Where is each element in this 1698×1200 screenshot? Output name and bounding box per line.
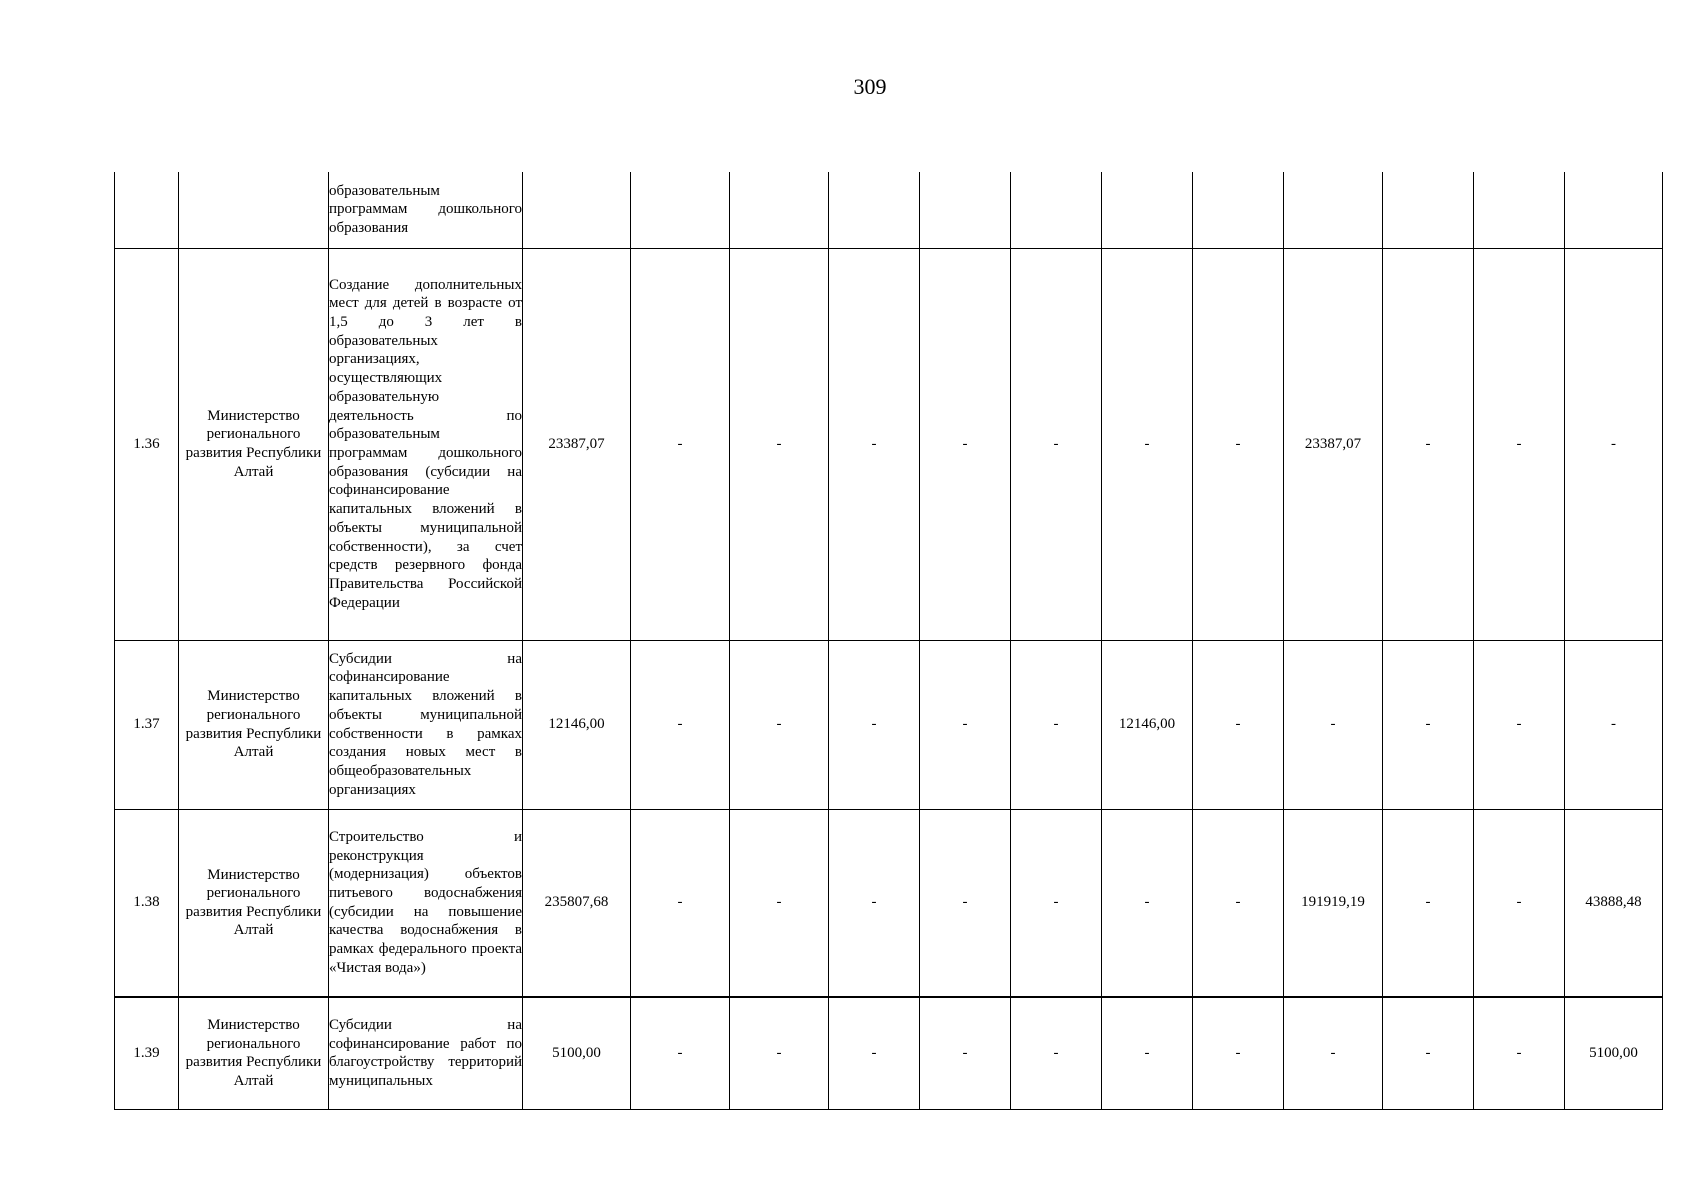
table-row-1-36 — [115, 248, 1663, 640]
value-cell: - — [730, 809, 829, 997]
value-cell: - — [631, 809, 730, 997]
description-text: Субсидии на софинансирование капитальных вложений в объекты муниципальной собственности в рамках создания новых мест в общеобразовательных организациях — [329, 650, 522, 798]
value-cell: 5100,00 — [1565, 997, 1663, 1109]
value-cell: - — [920, 640, 1011, 809]
value-cell — [920, 172, 1011, 248]
value-cell — [1474, 172, 1565, 248]
description-text: Создание дополнительных мест для детей в возрасте от 1,5 до 3 лет в образовательных организациях, осуществляющих образовательную деятельность по образовательным программам дошкольного образования (субсидии на софинансирование капитальных вложений в объекты муниципальной собственности), за счет средств резервного фонда Правительства Российской Федерации — [329, 276, 522, 611]
description-text: образовательным программам дошкольного образования — [329, 182, 522, 237]
value-cell: - — [1565, 248, 1663, 640]
organization-cell: Министерство регионального развития Республики Алтай — [179, 248, 329, 640]
value-cell: - — [631, 640, 730, 809]
row-number-cell — [115, 172, 179, 248]
value-cell: - — [920, 248, 1011, 640]
value-cell: - — [1383, 640, 1474, 809]
value-cell-total: 12146,00 — [523, 640, 631, 809]
value-cell — [829, 172, 920, 248]
value-cell: - — [1284, 640, 1383, 809]
value-cell: - — [1383, 248, 1474, 640]
description-text: Строительство и реконструкция (модернизация) объектов питьевого водоснабжения (субсидии на повышение качества водоснабжения в рамках федерального проекта «Чистая вода») — [329, 828, 522, 976]
value-cell: - — [730, 640, 829, 809]
table-body — [115, 172, 1663, 1109]
value-cell: - — [829, 248, 920, 640]
description-cell — [329, 809, 523, 997]
value-cell: - — [1284, 997, 1383, 1109]
value-cell: - — [1474, 809, 1565, 997]
value-cell: - — [1011, 997, 1102, 1109]
value-cell: - — [730, 248, 829, 640]
value-cell — [1011, 172, 1102, 248]
organization-cell — [179, 172, 329, 248]
row-number-cell: 1.37 — [115, 640, 179, 809]
budget-table — [114, 172, 1663, 1110]
value-cell: - — [1102, 809, 1193, 997]
value-cell: - — [1474, 997, 1565, 1109]
value-cell-total: 5100,00 — [523, 997, 631, 1109]
value-cell — [730, 172, 829, 248]
value-cell — [1102, 172, 1193, 248]
description-cell — [329, 172, 523, 248]
table-row-continuation — [115, 172, 1663, 248]
value-cell — [1284, 172, 1383, 248]
organization-cell: Министерство регионального развития Республики Алтай — [179, 997, 329, 1109]
value-cell: - — [1193, 248, 1284, 640]
value-cell: - — [829, 640, 920, 809]
row-number-cell: 1.39 — [115, 997, 179, 1109]
value-cell — [1565, 172, 1663, 248]
value-cell: 43888,48 — [1565, 809, 1663, 997]
value-cell: - — [1011, 809, 1102, 997]
value-cell — [1383, 172, 1474, 248]
description-cell — [329, 248, 523, 640]
row-number-cell: 1.36 — [115, 248, 179, 640]
value-cell: - — [1102, 248, 1193, 640]
value-cell: - — [1565, 640, 1663, 809]
value-cell: - — [829, 997, 920, 1109]
description-cell — [329, 640, 523, 809]
value-cell: - — [1474, 248, 1565, 640]
value-cell: - — [1011, 248, 1102, 640]
value-cell: - — [1383, 809, 1474, 997]
value-cell: - — [1102, 997, 1193, 1109]
organization-cell: Министерство регионального развития Республики Алтай — [179, 640, 329, 809]
value-cell: 12146,00 — [1102, 640, 1193, 809]
row-number-cell: 1.38 — [115, 809, 179, 997]
value-cell: - — [1011, 640, 1102, 809]
value-cell: - — [1474, 640, 1565, 809]
value-cell: - — [730, 997, 829, 1109]
value-cell: - — [1193, 809, 1284, 997]
value-cell-total: 23387,07 — [523, 248, 631, 640]
value-cell: 23387,07 — [1284, 248, 1383, 640]
value-cell: 191919,19 — [1284, 809, 1383, 997]
value-cell: - — [829, 809, 920, 997]
organization-cell: Министерство регионального развития Республики Алтай — [179, 809, 329, 997]
description-cell — [329, 997, 523, 1109]
value-cell: - — [631, 997, 730, 1109]
value-cell: - — [1193, 640, 1284, 809]
value-cell: - — [631, 248, 730, 640]
table-row-1-37 — [115, 640, 1663, 809]
description-text: Субсидии на софинансирование работ по благоустройству территорий муниципальных — [329, 1016, 522, 1089]
value-cell: - — [1383, 997, 1474, 1109]
value-cell — [631, 172, 730, 248]
value-cell: - — [920, 997, 1011, 1109]
table-row-1-39 — [115, 997, 1663, 1109]
value-cell-total: 235807,68 — [523, 809, 631, 997]
page-number: 309 — [853, 74, 887, 99]
value-cell-total — [523, 172, 631, 248]
value-cell: - — [920, 809, 1011, 997]
table-row-1-38 — [115, 809, 1663, 997]
value-cell: - — [1193, 997, 1284, 1109]
value-cell — [1193, 172, 1284, 248]
